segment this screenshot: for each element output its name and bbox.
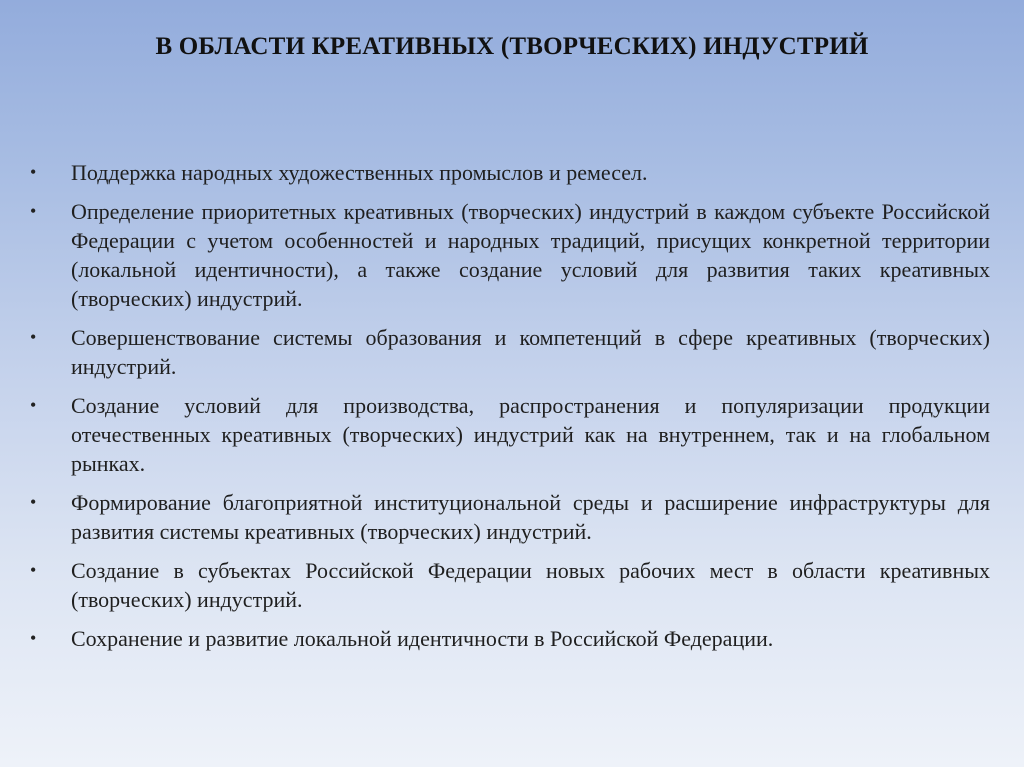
bullet-text: Поддержка народных художественных промыслов и ремесел.: [71, 160, 648, 185]
bullet-text: Формирование благоприятной институциональной среды и расширение инфраструктуры для развития системы креативных (творческих) индустрий.: [71, 490, 990, 544]
list-item: [30, 391, 990, 478]
list-item: [30, 323, 990, 381]
bullet-dot-icon: •: [30, 560, 37, 580]
bullet-dot-icon: •: [30, 492, 37, 512]
slide-title: В ОБЛАСТИ КРЕАТИВНЫХ (ТВОРЧЕСКИХ) ИНДУСТРИЙ: [155, 33, 869, 60]
list-item: [30, 624, 990, 653]
bullet-list: [30, 158, 990, 663]
bullet-dot-icon: •: [30, 628, 37, 648]
bullet-dot-icon: •: [30, 201, 37, 221]
list-item: [30, 488, 990, 546]
bullet-dot-icon: •: [30, 162, 37, 182]
bullet-text: Совершенствование системы образования и компетенций в сфере креативных (творческих) индустрий.: [71, 325, 990, 379]
bullet-text: Создание в субъектах Российской Федерации новых рабочих мест в области креативных (творческих) индустрий.: [71, 558, 990, 612]
bullet-text: Сохранение и развитие локальной идентичности в Российской Федерации.: [71, 626, 774, 651]
bullet-dot-icon: •: [30, 327, 37, 347]
bullet-text: Создание условий для производства, распространения и популяризации продукции отечественных креативных (творческих) индустрий как на внутреннем, так и на глобальном рынках.: [71, 393, 990, 476]
list-item: [30, 556, 990, 614]
bullet-text: Определение приоритетных креативных (творческих) индустрий в каждом субъекте Российской Федерации с учетом особенностей и народных традиций, присущих конкретной территории (локальной идентичности), а также создание условий для развития таких креативных (творческих) индустрий.: [71, 199, 990, 311]
bullet-dot-icon: •: [30, 395, 37, 415]
list-item: [30, 158, 990, 187]
list-item: [30, 197, 990, 313]
